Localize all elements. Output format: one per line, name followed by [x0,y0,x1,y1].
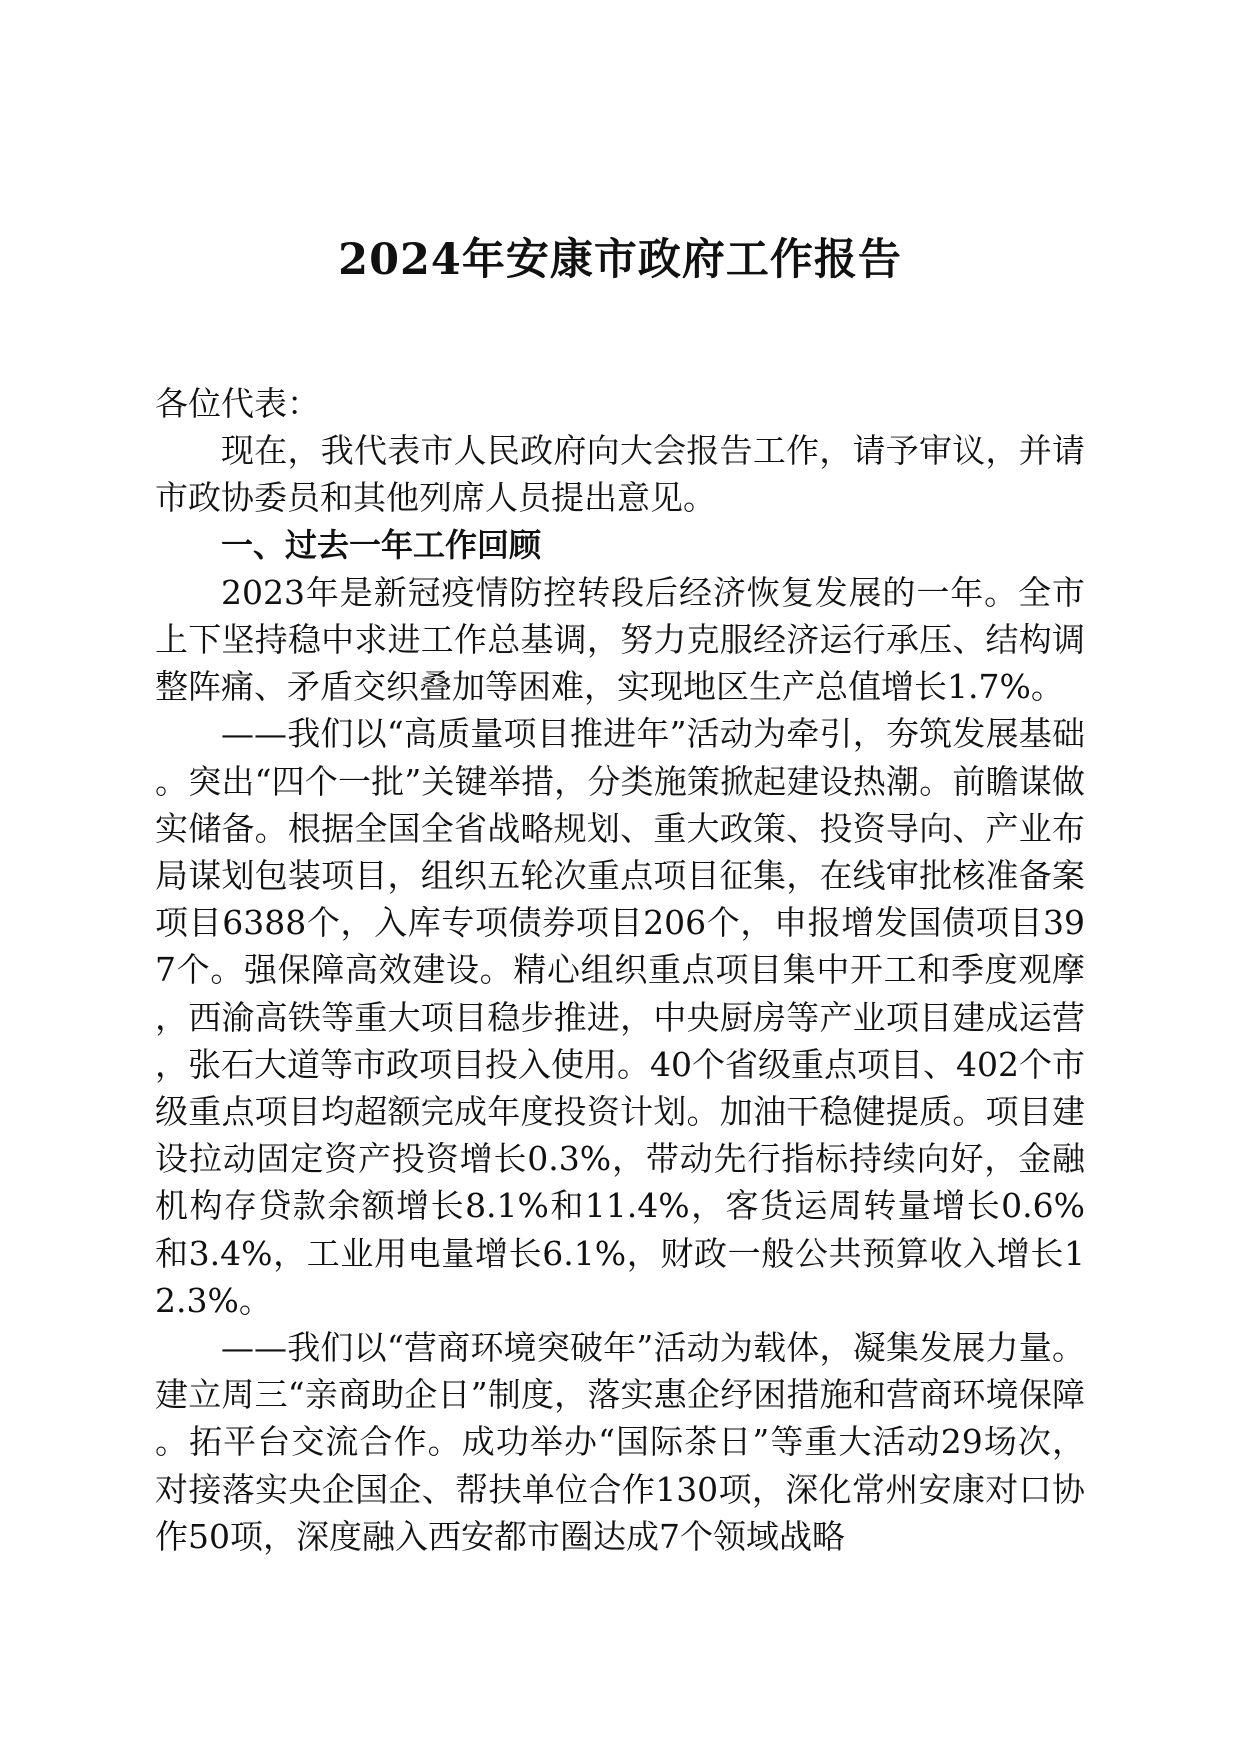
section-heading: 一、过去一年工作回顾 [221,525,542,564]
salutation: 各位代表： [155,384,320,423]
page-title: 2024年安康市政府工作报告 [338,235,902,285]
review-paragraph-1: 2023年是新冠疫情防控转段后经济恢复发展的一年。全市上下坚持稳中求进工作总基调，努力克服经济运行承压、结构调整阵痛、矛盾交织叠加等困难，实现地区生产总值增长1.7%。 [155,572,1085,707]
document-body [155,380,1085,1560]
opening-paragraph: 现在，我代表市人民政府向大会报告工作，请予审议，并请市政协委员和其他列席人员提出意见。 [155,431,1085,518]
review-paragraph-3: ——我们以“营商环境突破年”活动为载体，凝集发展力量。建立周三“亲商助企日”制度，落实惠企纾困措施和营商环境保障。拓平台交流合作。成功举办“国际茶日”等重大活动29场次，对接落实央企国企、帮扶单位合作130项，深化常州安康对口协作50项，深度融入西安都市圈达成7个领域战略 [155,1328,1085,1556]
review-paragraph-2: ——我们以“高质量项目推进年”活动为牵引，夯筑发展基础。突出“四个一批”关键举措，分类施策掀起建设热潮。前瞻谋做实储备。根据全国全省战略规划、重大政策、投资导向、产业布局谋划包装项目，组织五轮次重点项目征集，在线审批核准备案项目6388个，入库专项债券项目206个，申报增发国债项目397个。强保障高效建设。精心组织重点项目集中开工和季度观摩，西渝高铁等重大项目稳步推进，中央厨房等产业项目建成运营，张石大道等市政项目投入使用。40个省级重点项目、402个市级重点项目均超额完成年度投资计划。加油干稳健提质。项目建设拉动固定资产投资增长0.3%，带动先行指标持续向好，金融机构存贷款余额增长8.1%和11.4%，客货运周转量增长0.6%和3.4%，工业用电量增长6.1%，财政一般公共预算收入增长12.3%。 [155,714,1085,1320]
